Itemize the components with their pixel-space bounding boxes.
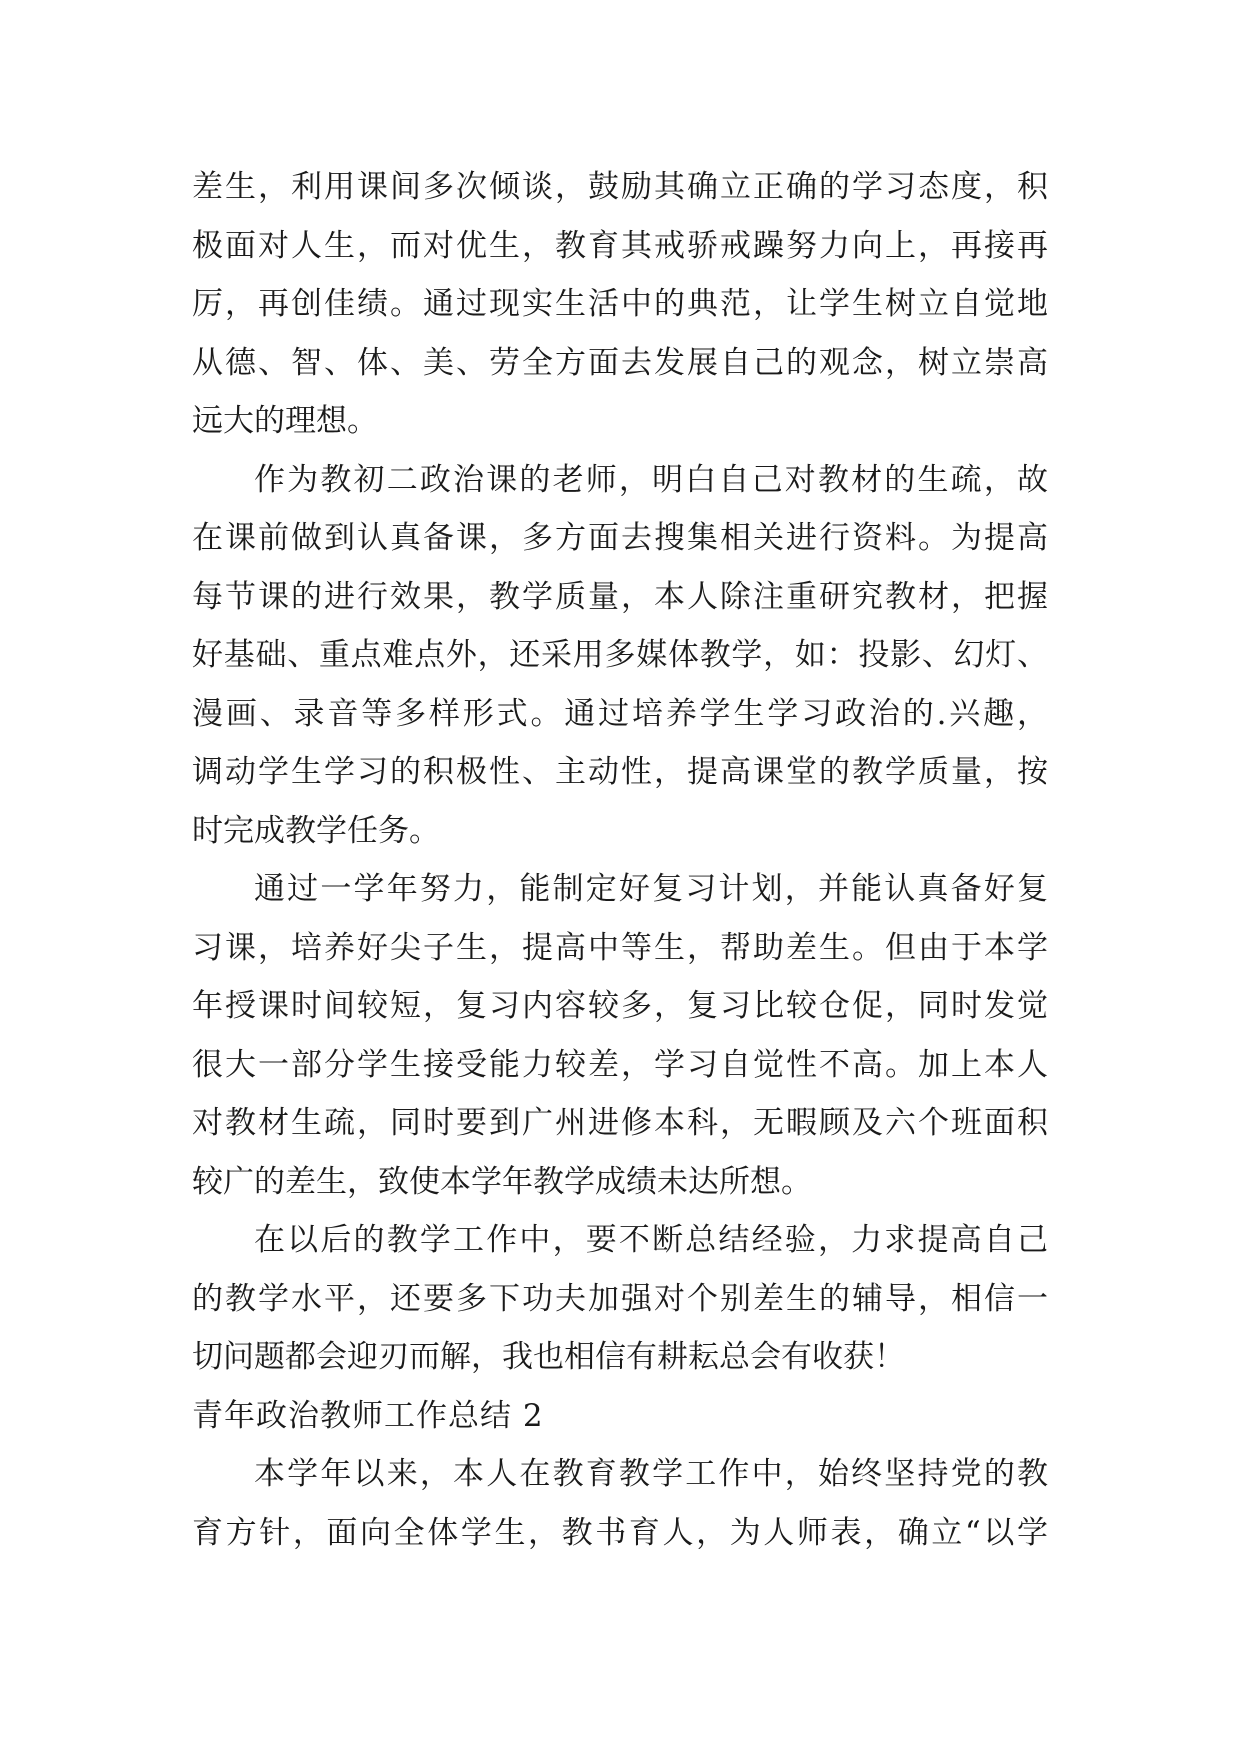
text-line: 差生，利用课间多次倾谈，鼓励其确立正确的学习态度，积 [192, 169, 1048, 205]
text-line: 对教材生疏，同时要到广州进修本科，无暇顾及六个班面积 [192, 1105, 1048, 1141]
paragraph-4 [192, 1211, 1048, 1387]
paragraph-5 [192, 1445, 1048, 1562]
text-line: 漫画、录音等多样形式。通过培养学生学习政治的.兴趣， [192, 695, 1048, 732]
paragraph-3 [192, 860, 1048, 1211]
text-line: 每节课的进行效果，教学质量，本人除注重研究教材，把握 [192, 578, 1048, 615]
text-line: 作为教初二政治课的老师，明白自己对教材的生疏，故 [254, 461, 1048, 498]
text-line: 好基础、重点难点外，还采用多媒体教学，如：投影、幻灯、 [192, 637, 1048, 673]
document-body [192, 158, 1048, 1562]
text-line: 在以后的教学工作中，要不断总结经验，力求提高自己 [254, 1222, 1048, 1258]
text-line: 厉，再创佳绩。通过现实生活中的典范，让学生树立自觉地 [192, 286, 1048, 322]
text-line: 远大的理想。 [192, 403, 378, 439]
text-line: 调动学生学习的积极性、主动性，提高课堂的教学质量，按 [192, 754, 1048, 790]
text-line: 育方针，面向全体学生，教书育人，为人师表，确立“以学 [192, 1514, 1048, 1551]
section-heading-text: 青年政治教师工作总结 2 [192, 1397, 544, 1434]
text-line: 较广的差生，致使本学年教学成绩未达所想。 [192, 1163, 812, 1200]
text-line: 习课，培养好尖子生，提高中等生，帮助差生。但由于本学 [192, 929, 1048, 966]
text-line: 极面对人生，而对优生，教育其戒骄戒躁努力向上，再接再 [192, 227, 1048, 264]
text-line: 切问题都会迎刃而解，我也相信有耕耘总会有收获！ [192, 1339, 905, 1375]
text-line: 通过一学年努力，能制定好复习计划，并能认真备好复 [254, 871, 1048, 907]
text-line: 年授课时间较短，复习内容较多，复习比较仓促，同时发觉 [192, 988, 1048, 1024]
section-heading [192, 1387, 1048, 1446]
text-line: 本学年以来，本人在教育教学工作中，始终坚持党的教 [254, 1456, 1048, 1492]
text-line: 的教学水平，还要多下功夫加强对个别差生的辅导，相信一 [192, 1280, 1048, 1317]
text-line: 在课前做到认真备课，多方面去搜集相关进行资料。为提高 [192, 520, 1048, 556]
text-line: 很大一部分学生接受能力较差，学习自觉性不高。加上本人 [192, 1046, 1048, 1083]
paragraph-1 [192, 158, 1048, 451]
text-line: 时完成教学任务。 [192, 812, 440, 849]
text-line: 从德、智、体、美、劳全方面去发展自己的观念，树立崇高 [192, 344, 1048, 381]
paragraph-2 [192, 451, 1048, 861]
